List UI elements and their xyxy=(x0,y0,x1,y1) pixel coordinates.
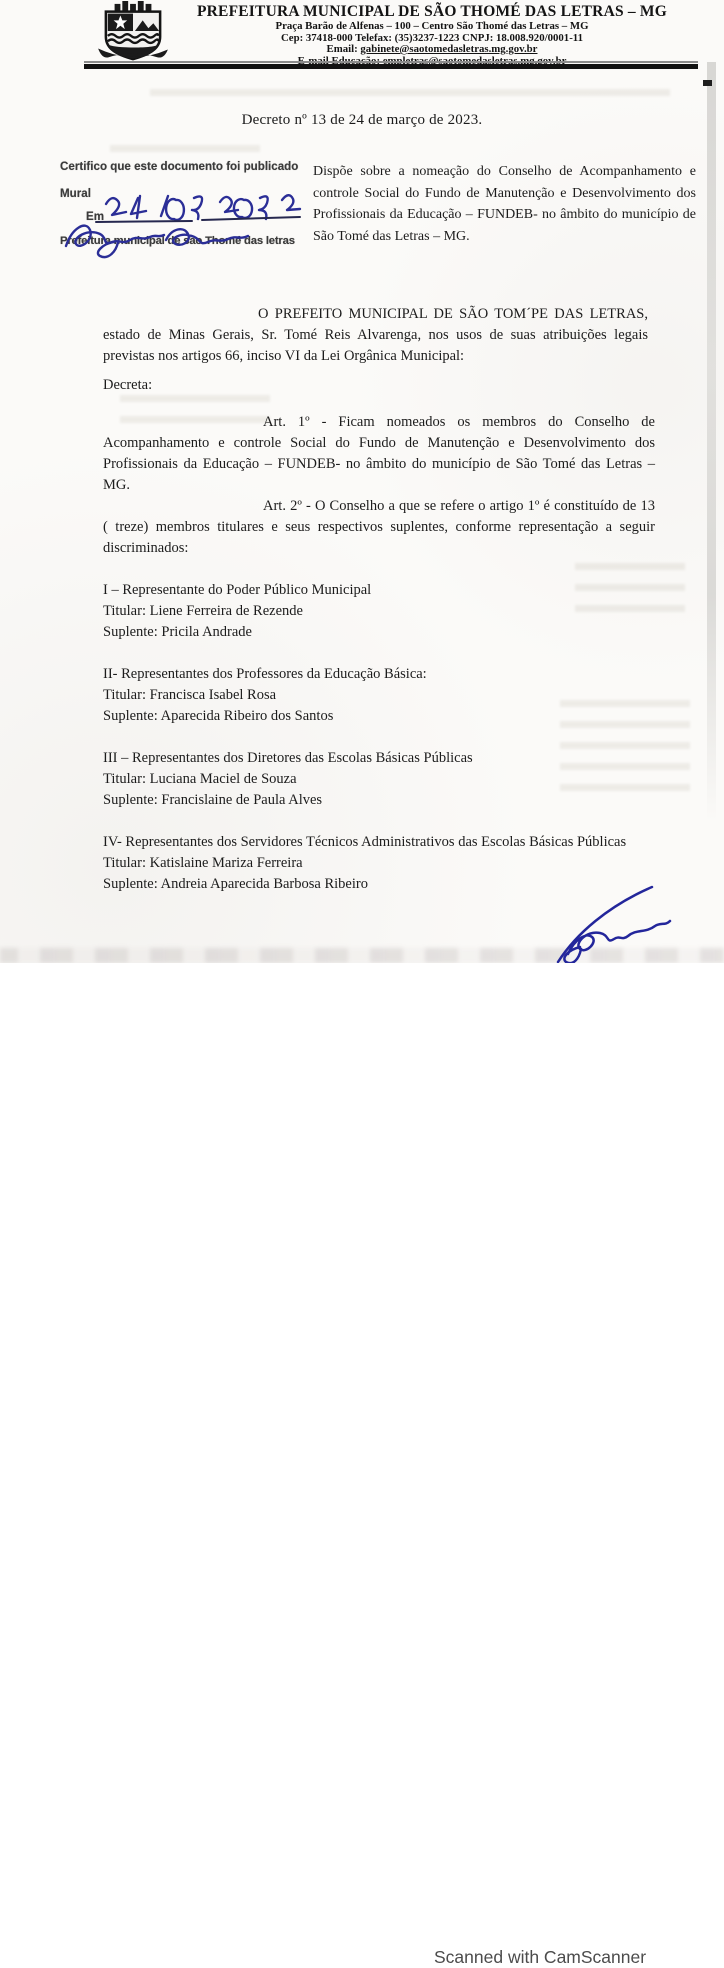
publication-stamp xyxy=(60,160,318,247)
preamble xyxy=(103,304,648,367)
stamp-line1: Certifico que este documento foi publicado xyxy=(60,160,299,173)
municipality-name: PREFEITURA MUNICIPAL DE SÃO THOMÉ DAS LETRAS – MG xyxy=(197,3,667,20)
article-2: Art. 2º - O Conselho a que se refere o artigo 1º é constituído de 13 ( treze) membros titulares e seus respectivos suplentes, conforme representação a seguir discriminados: xyxy=(103,498,655,556)
camscanner-watermark: Scanned with CamScanner xyxy=(434,1947,647,1967)
section-titular: Titular: Francisca Isabel Rosa xyxy=(103,687,277,703)
preamble-lead: O PREFEITO MUNICIPAL DE SÃO TOM´PE DAS LETRAS, xyxy=(258,305,648,322)
preamble-rest: estado de Minas Gerais, Sr. Tomé Reis Alvarenga, nos usos de suas atribuições legais previstas nos artigos 66, inciso VI da Lei Orgânica Municipal: xyxy=(103,326,648,364)
section-suplente: Suplente: Andreia Aparecida Barbosa Ribeiro xyxy=(103,876,368,892)
stamp-em-label: Em xyxy=(86,210,105,223)
section-representantes-3 xyxy=(103,748,655,811)
section-heading: IV- Representantes dos Servidores Técnicos Administrativos das Escolas Básicas Públicas xyxy=(103,834,627,850)
section-representantes-2 xyxy=(103,664,655,727)
scan-artifact-mark xyxy=(703,80,712,86)
letterhead xyxy=(168,2,696,67)
decreta-label: Decreta: xyxy=(103,377,153,393)
header-divider xyxy=(84,61,698,69)
registry-line: Cep: 37418-000 Telefax: (35)3237-1223 CNPJ: 18.008.920/0001-11 xyxy=(281,31,583,44)
section-suplente: Suplente: Pricila Andrade xyxy=(103,624,252,640)
scan-bleedthrough-text xyxy=(110,140,260,160)
section-titular: Titular: Liene Ferreira de Rezende xyxy=(103,603,303,619)
section-heading: I – Representante do Poder Público Municipal xyxy=(103,582,372,598)
section-titular: Titular: Luciana Maciel de Souza xyxy=(103,771,297,787)
scan-edge-shadow xyxy=(707,62,716,822)
address-line: Praça Barão de Alfenas – 100 – Centro São Thomé das Letras – MG xyxy=(275,20,589,32)
email-address: gabinete@saotomedasletras.mg.gov.br xyxy=(360,43,538,55)
mayor-signature-icon xyxy=(528,882,700,967)
scan-bleedthrough-text xyxy=(150,84,670,106)
decree-body xyxy=(103,412,655,895)
municipal-coat-of-arms-icon xyxy=(92,1,174,63)
section-representantes-1 xyxy=(103,580,655,643)
stamp-line4: Prefeitura municipal de são Thomé das letras xyxy=(60,235,295,247)
scanned-document-page xyxy=(0,0,724,963)
section-suplente: Suplente: Francislaine de Paula Alves xyxy=(103,792,323,808)
decree-title: Decreto nº 13 de 24 de março de 2023. xyxy=(241,112,483,128)
email-label: Email: xyxy=(326,43,361,55)
section-suplente: Suplente: Aparecida Ribeiro dos Santos xyxy=(103,708,334,724)
section-heading: II- Representantes dos Professores da Educação Básica: xyxy=(103,666,427,682)
article-1: Art. 1º - Ficam nomeados os membros do Conselho de Acompanhamento e controle Social do Fundo de Manutenção e Desenvolvimento dos Profissionais da Educação – FUNDEB- no âmbito do município de São Tomé das Letras – MG. xyxy=(103,414,655,493)
section-heading: III – Representantes dos Diretores das Escolas Básicas Públicas xyxy=(103,750,473,766)
decree-summary: Dispõe sobre a nomeação do Conselho de Acompanhamento e controle Social do Fundo de Manutenção e Desenvolvimento dos Profissionais da Educação – FUNDEB- no âmbito do município de São Tomé das Letras – MG. xyxy=(313,164,696,244)
stamp-line2: Mural xyxy=(60,187,91,200)
section-titular: Titular: Katislaine Mariza Ferreira xyxy=(103,855,303,871)
camscanner-footer xyxy=(0,963,724,1967)
